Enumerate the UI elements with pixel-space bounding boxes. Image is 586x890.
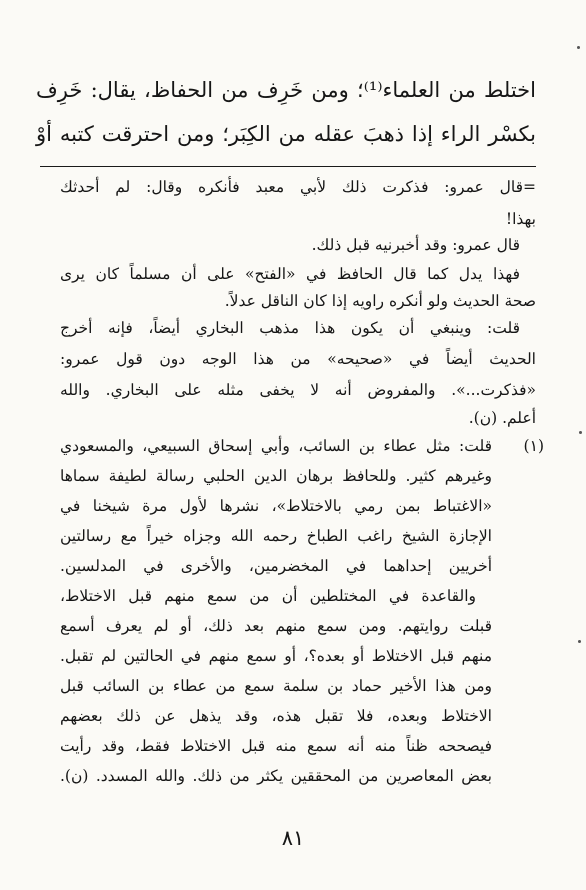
footnote-1-line-11: فيصححه ظناً منه أنه سمع منه قبل الاختلاط فقط، وقد رأيت <box>60 737 492 755</box>
page-number: ٨١ <box>281 826 305 850</box>
main-text-line-1: اختلط من العلماء⁽¹⁾؛ ومن خَرِف من الحفاظ، يقال: خَرِف <box>36 78 536 102</box>
footnote-continued-line-6: قلت: وينبغي أن يكون هذا مذهب البخاري أيضاً، فإنه أخرج <box>60 319 520 337</box>
footnote-continued-line-2: بهذا! <box>505 210 536 228</box>
footnote-continued-line-4: فهذا يدل كما قال الحافظ في «الفتح» على أن مسلماً كان يرى <box>60 265 520 283</box>
main-text-line-2: بكسْر الراء إذا ذهبَ عقله من الكِبَر؛ ومن احترقت كتبه أوْ <box>36 122 536 146</box>
footnote-1-line-10: الاختلاط وبعده، فلا تقبل هذه، وقد يذهل عن ذلك بعضهم <box>60 707 492 725</box>
footnote-1-line-4: الإجازة الشيخ راغب الطباخ رحمه الله وجزاه خيراً مع رسالتين <box>60 527 492 545</box>
footnote-continued-line-3: قال عمرو: وقد أخبرنيه قبل ذلك. <box>311 236 520 254</box>
footnote-1-line-3: «الاغتباط بمن رمي بالاختلاط»، نشرها لأول مرة شيخنا في <box>60 497 492 515</box>
footnote-1-line-7: قبلت روايتهم. ومن سمع منهم بعد ذلك، أو لم يعرف أسمع <box>60 617 492 635</box>
footnote-1-line-2: وغيرهم كثير. وللحافظ برهان الدين الحلبي رسالة لطيفة سماها <box>60 467 492 485</box>
footnote-continued-line-8: «فذكرت...». والمفروض أنه لا يخفى مثله على البخاري. والله <box>60 381 536 399</box>
margin-speck <box>579 431 582 434</box>
margin-speck <box>577 46 580 49</box>
footnote-1-line-12: بعض المعاصرين من المحققين يكثر من ذلك. والله المسدد. (ن). <box>60 767 492 785</box>
footnote-1-line-9: ومن هذا الأخير حماد بن سلمة سمع من عطاء بن السائب قبل <box>60 677 492 695</box>
footnote-continued-line-9: أعلم. (ن). <box>468 409 536 427</box>
footnote-1-line-8: منهم قبل الاختلاط أو بعده؟، أو سمع منهم في الحالتين لم تقبل. <box>60 647 492 665</box>
footnote-separator <box>40 166 536 167</box>
footnote-1-line-6: والقاعدة في المختلطين أن من سمع منهم قبل الاختلاط، <box>60 587 476 605</box>
footnote-1-line-1: قلت: مثل عطاء بن السائب، وأبي إسحاق السبيعي، والمسعودي <box>60 437 492 455</box>
footnote-continued-line-5: صحة الحديث ولو أنكره راويه إذا كان الناقل عدلاً. <box>224 292 536 310</box>
footnote-1-line-5: أخريين إحداهما في المخضرمين، والأخرى في المدلسين. <box>60 557 492 575</box>
footnote-continued-line-1: =قال عمرو: فذكرت ذلك لأبي معبد فأنكره وقال: لم أحدثك <box>60 178 536 196</box>
margin-speck <box>578 640 581 643</box>
footnote-continued-line-7: الحديث أيضاً في «صحيحه» من هذا الوجه دون قول عمرو: <box>60 350 536 368</box>
footnote-1-marker: (١) <box>523 437 544 455</box>
